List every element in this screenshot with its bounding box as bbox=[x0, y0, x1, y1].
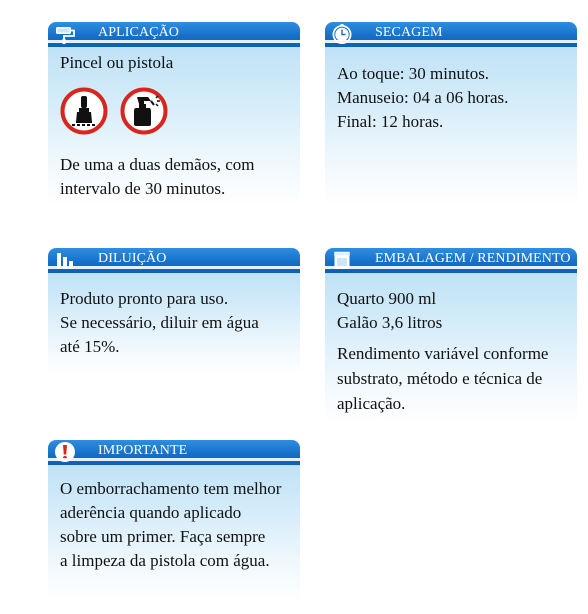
aplicacao-coats-line1: De uma a duas demãos, com bbox=[60, 155, 255, 174]
spray-bottle-icon bbox=[120, 87, 168, 135]
embalagem-header bbox=[325, 248, 577, 273]
embalagem-body bbox=[325, 273, 577, 423]
embalagem-title: EMBALAGEM / RENDIMENTO bbox=[375, 251, 571, 266]
importante-title: IMPORTANTE bbox=[98, 443, 188, 458]
secagem-line3: Final: 12 horas. bbox=[337, 112, 444, 131]
aplicacao-card bbox=[48, 22, 300, 207]
exclamation-icon bbox=[54, 441, 76, 463]
aplicacao-header bbox=[48, 22, 300, 47]
diluicao-line1: Produto pronto para uso. bbox=[60, 289, 229, 308]
embalagem-line4: substrato, método e técnica de bbox=[337, 369, 543, 388]
embalagem-line5: aplicação. bbox=[337, 394, 406, 413]
embalagem-line3: Rendimento variável conforme bbox=[337, 344, 549, 363]
secagem-header bbox=[325, 22, 577, 47]
embalagem-card bbox=[325, 248, 577, 423]
diluicao-header bbox=[48, 248, 300, 273]
secagem-title: SECAGEM bbox=[375, 25, 443, 40]
bar-chart-icon bbox=[54, 249, 76, 271]
importante-line4: a limpeza da pistola com água. bbox=[60, 551, 270, 570]
diluicao-line2: Se necessário, diluir em água bbox=[60, 313, 259, 332]
importante-line2: aderência quando aplicado bbox=[60, 503, 242, 522]
embalagem-line2: Galão 3,6 litros bbox=[337, 313, 443, 332]
brush-icon bbox=[60, 87, 108, 135]
aplicacao-coats-line2: intervalo de 30 minutos. bbox=[60, 179, 226, 198]
aplicacao-body bbox=[48, 47, 300, 207]
diluicao-body bbox=[48, 273, 300, 376]
diluicao-card bbox=[48, 248, 300, 376]
secagem-card bbox=[325, 22, 577, 207]
importante-body bbox=[48, 465, 300, 602]
secagem-line2: Manuseio: 04 a 06 horas. bbox=[337, 88, 509, 107]
embalagem-line1: Quarto 900 ml bbox=[337, 289, 437, 308]
secagem-body bbox=[325, 47, 577, 207]
secagem-line1: Ao toque: 30 minutos. bbox=[337, 64, 490, 83]
roller-icon bbox=[54, 23, 76, 45]
can-icon bbox=[331, 249, 353, 271]
importante-card bbox=[48, 440, 300, 602]
importante-header bbox=[48, 440, 300, 465]
importante-line3: sobre um primer. Faça sempre bbox=[60, 527, 266, 546]
diluicao-title: DILUIÇÃO bbox=[98, 251, 167, 266]
aplicacao-title: APLICAÇÃO bbox=[98, 25, 180, 40]
diluicao-line3: até 15%. bbox=[60, 337, 120, 356]
clock-icon bbox=[331, 23, 353, 45]
importante-line1: O emborrachamento tem melhor bbox=[60, 479, 282, 498]
aplicacao-method: Pincel ou pistola bbox=[60, 53, 174, 72]
